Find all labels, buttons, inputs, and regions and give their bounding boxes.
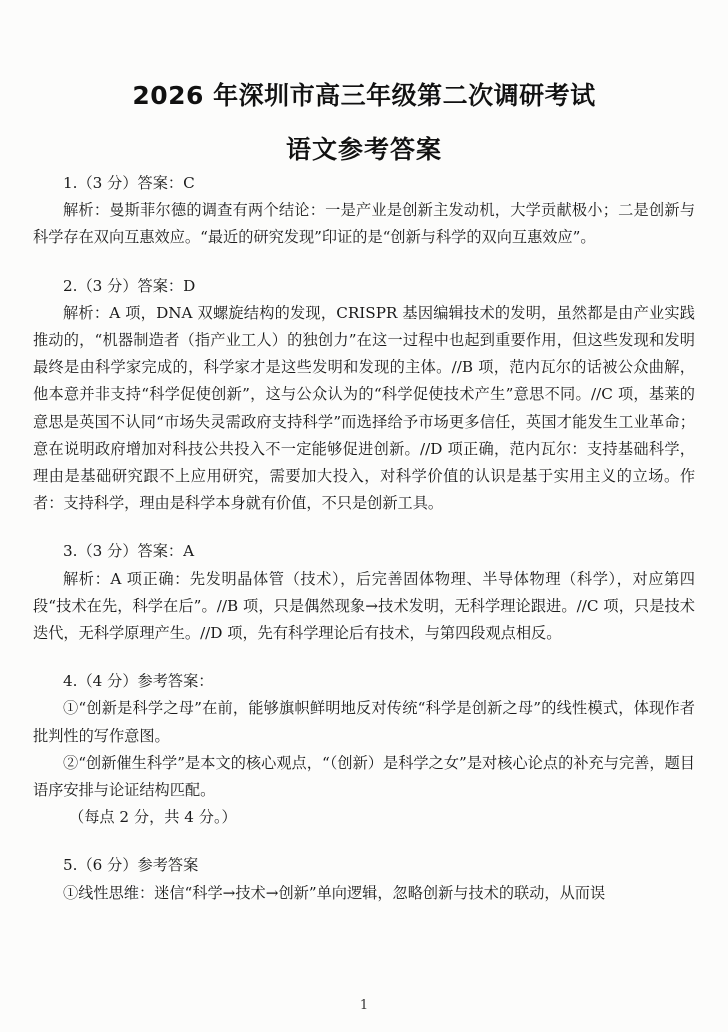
analysis-paragraph: 解析：A 项正确：先发明晶体管（技术），后完善固体物理、半导体物理（科学），对应第四段“技术在先，科学在后”。//B 项，只是偶然现象→技术发明，无科学理论跟进。//C 项，只是技术迭代，无科学原理产生。//D 项，先有科学理论后有技术，与第四段观点相反。 — [33, 569, 695, 643]
scoring-note: （每点 2 分，共 4 分。） — [69, 808, 237, 827]
question-5 — [33, 852, 695, 906]
exam-title: 2026 年深圳市高三年级第二次调研考试 — [132, 81, 596, 110]
question-heading: 1.（3 分）答案：C — [63, 174, 195, 192]
analysis-paragraph: 解析：A 项，DNA 双螺旋结构的发现，CRISPR 基因编辑技术的发明，虽然都是由产业实践推动的，“机器制造者（指产业工人）的独创力”在这一过程中也起到重要作用，但这些发现和发明最终是由科学家完成的，科学家才是这些发明和发现的主体。//B 项，范内瓦尔的话被公众曲解，他本意并非支持“科学促使创新”，这与公众认为的“科学促使技术产生”意思不同。//C 项，基莱的意思是英国不认同“市场失灵需政府支持科学”而选择给予市场更多信任，英国才能发生工业革命；意在说明政府增加对科技公共投入不一定能够促进创新。//D 项正确，范内瓦尔：支持基础科学，理由是基础研究跟不上应用研究，需要加大投入，对科学价值的认识是基于实用主义的立场。作者：支持科学，理由是科学本身就有价值，不只是创新工具。 — [33, 303, 695, 513]
question-1 — [33, 170, 695, 252]
subject-title: 语文参考答案 — [285, 135, 442, 164]
section-gap — [33, 647, 695, 668]
section-gap — [33, 517, 695, 538]
section-gap — [33, 831, 695, 852]
question-2 — [33, 273, 695, 518]
answer-point: ①线性思维：迷信“科学→技术→创新”单向逻辑，忽略创新与技术的联动，从而误 — [63, 883, 606, 902]
question-heading: 5.（6 分）参考答案 — [63, 856, 199, 875]
section-gap — [33, 252, 695, 273]
analysis-paragraph: 解析：曼斯菲尔德的调查有两个结论：一是产业是创新主发动机，大学贡献极小；二是创新与科学存在双向互惠效应。“最近的研究发现”印证的是“创新与科学的双向互惠效应”。 — [33, 201, 695, 247]
question-heading: 3.（3 分）答案：A — [63, 542, 195, 561]
question-heading: 2.（3 分）答案：D — [63, 276, 196, 295]
question-3 — [33, 538, 695, 647]
page-number: 1 — [359, 998, 369, 1013]
question-heading: 4.（4 分）参考答案： — [63, 672, 214, 691]
question-4 — [33, 668, 695, 831]
answer-content — [33, 170, 695, 907]
answer-point: ②“创新催生科学”是本文的核心观点，“（创新）是科学之女”是对核心论点的补充与完善，题目语序安排与论证结构匹配。 — [33, 753, 695, 800]
answer-point: ①“创新是科学之母”在前，能够旗帜鲜明地反对传统“科学是创新之母”的线性模式，体现作者批判性的写作意图。 — [33, 699, 695, 745]
